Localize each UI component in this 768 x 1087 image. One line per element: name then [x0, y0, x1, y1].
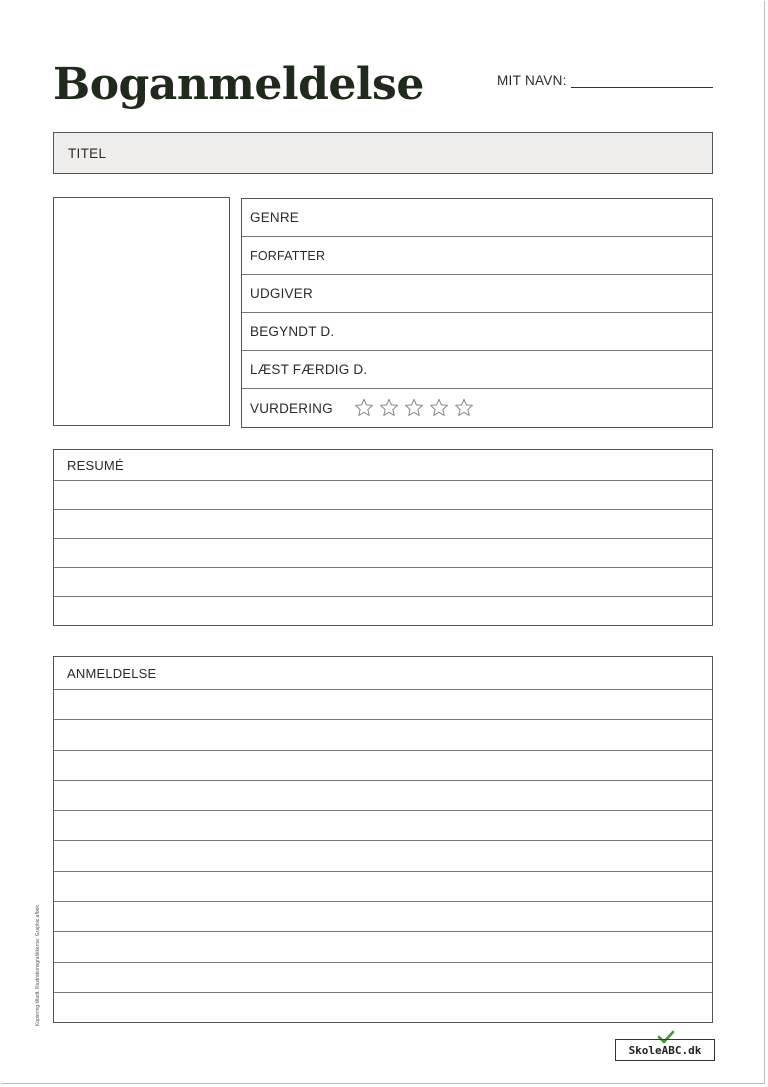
- writing-line[interactable]: [54, 689, 712, 719]
- star-outline-icon[interactable]: [353, 397, 375, 419]
- writing-line[interactable]: [54, 567, 712, 596]
- writing-line[interactable]: [54, 596, 712, 625]
- resume-box[interactable]: [53, 449, 713, 626]
- titel-field[interactable]: [53, 132, 713, 174]
- anmeldelse-box[interactable]: [53, 656, 713, 1023]
- writing-line[interactable]: [54, 901, 712, 931]
- writing-line[interactable]: [54, 719, 712, 749]
- vurdering-label: VURDERING: [250, 400, 333, 416]
- resume-label: RESUMÉ: [67, 457, 124, 473]
- forfatter-row[interactable]: [242, 237, 712, 275]
- anmeldelse-label: ANMELDELSE: [67, 665, 157, 681]
- resume-header: [54, 450, 712, 480]
- writing-line[interactable]: [54, 962, 712, 992]
- udgiver-label: UDGIVER: [250, 286, 313, 301]
- titel-label: TITEL: [68, 145, 107, 161]
- writing-line[interactable]: [54, 538, 712, 567]
- star-outline-icon[interactable]: [378, 397, 400, 419]
- writing-line[interactable]: [54, 931, 712, 961]
- laest-faerdig-row[interactable]: [242, 351, 712, 389]
- udgiver-row[interactable]: [242, 275, 712, 313]
- name-write-line[interactable]: [571, 73, 713, 88]
- skoleabc-logo: SkoleABC.dk: [615, 1039, 715, 1061]
- name-field[interactable]: [497, 73, 713, 88]
- star-outline-icon[interactable]: [453, 397, 475, 419]
- star-outline-icon[interactable]: [403, 397, 425, 419]
- writing-line[interactable]: [54, 509, 712, 538]
- genre-row[interactable]: [242, 199, 712, 237]
- book-info-table: [241, 198, 713, 428]
- cover-drawing-box[interactable]: [53, 197, 230, 426]
- writing-line[interactable]: [54, 780, 712, 810]
- writing-line[interactable]: [54, 840, 712, 870]
- star-outline-icon[interactable]: [428, 397, 450, 419]
- laest-faerdig-label: LÆST FÆRDIG D.: [250, 362, 368, 377]
- vurdering-row: [242, 389, 712, 427]
- rating-stars: [353, 397, 475, 419]
- writing-line[interactable]: [54, 810, 712, 840]
- forfatter-label: FORFATTER: [250, 248, 326, 263]
- page-title: Boganmeldelse: [53, 59, 424, 110]
- worksheet-page: [1, 1, 765, 1084]
- writing-line[interactable]: [54, 750, 712, 780]
- begyndt-row[interactable]: [242, 313, 712, 351]
- writing-line[interactable]: [54, 480, 712, 509]
- writing-line[interactable]: [54, 992, 712, 1022]
- anmeldelse-header: [54, 657, 712, 689]
- name-label: MIT NAVN:: [497, 73, 567, 88]
- copyright-note: Kopiering tilladt. Illustrationsgrafikkerne: Graphic afbek.: [35, 903, 41, 1026]
- writing-line[interactable]: [54, 871, 712, 901]
- begyndt-label: BEGYNDT D.: [250, 324, 335, 339]
- genre-label: GENRE: [250, 210, 300, 225]
